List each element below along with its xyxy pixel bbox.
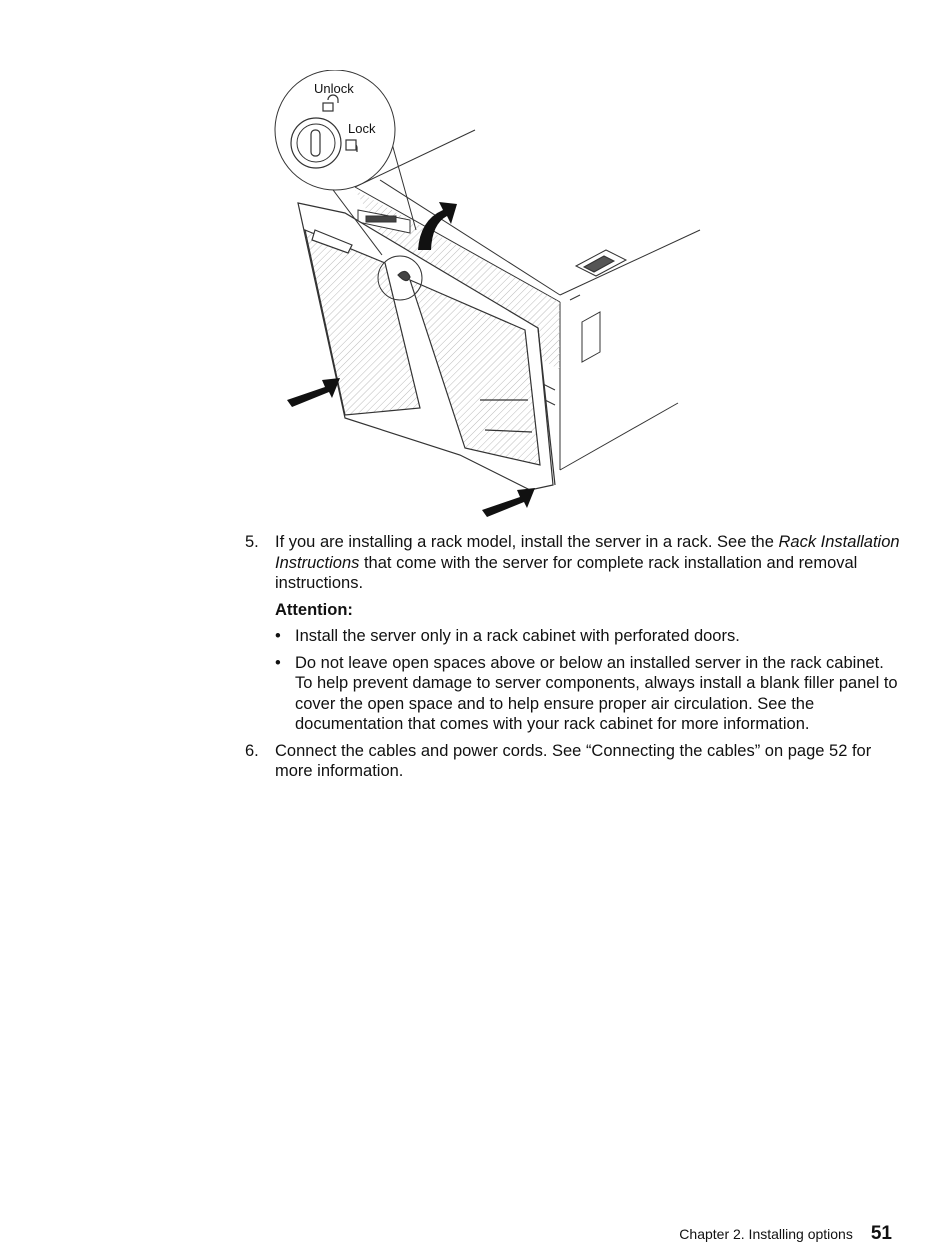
unlock-label: Unlock [314,81,354,96]
step-item [245,741,905,782]
step-number: 6. [245,741,259,760]
step-text: Connect the cables and power cords. See “Connecting the cables” on page 52 for more information. [275,741,872,780]
bullet-icon: • [275,653,281,672]
chapter-title: Chapter 2. Installing options [679,1226,853,1242]
document-title-reference: Rack Installation Instructions [275,533,900,572]
instructions [245,532,905,788]
lock-label: Lock [348,121,376,136]
step-item [245,532,905,735]
bullet-icon: • [275,627,281,645]
page-footer [679,1223,892,1245]
push-arrow-icon [482,488,535,517]
step-text-part: that come with the server for complete rack installation and removal instructions. [275,553,858,592]
step-number: 5. [245,533,259,551]
step-text [275,532,905,594]
lock-icon [346,140,357,152]
attention-heading: Attention: [275,600,353,619]
attention-bullet [275,626,905,647]
page-number: 51 [870,1223,892,1244]
bullet-text: Install the server only in a rack cabinet with perforated doors. [295,627,740,645]
attention-list [275,626,905,735]
server-bezel-installation-illustration [270,70,710,525]
bullet-text: Do not leave open spaces above or below an installed server in the rack cabinet. To help prevent damage to server components, always install a blank filler panel to cover the open space and to help ensure proper air circulation. See the documentation that comes with your rack cabinet for more information. [295,653,898,733]
step-text-part: If you are installing a rack model, install the server in a rack. See the [275,533,779,551]
attention-bullet [275,653,905,735]
push-arrow-icon [287,378,340,407]
